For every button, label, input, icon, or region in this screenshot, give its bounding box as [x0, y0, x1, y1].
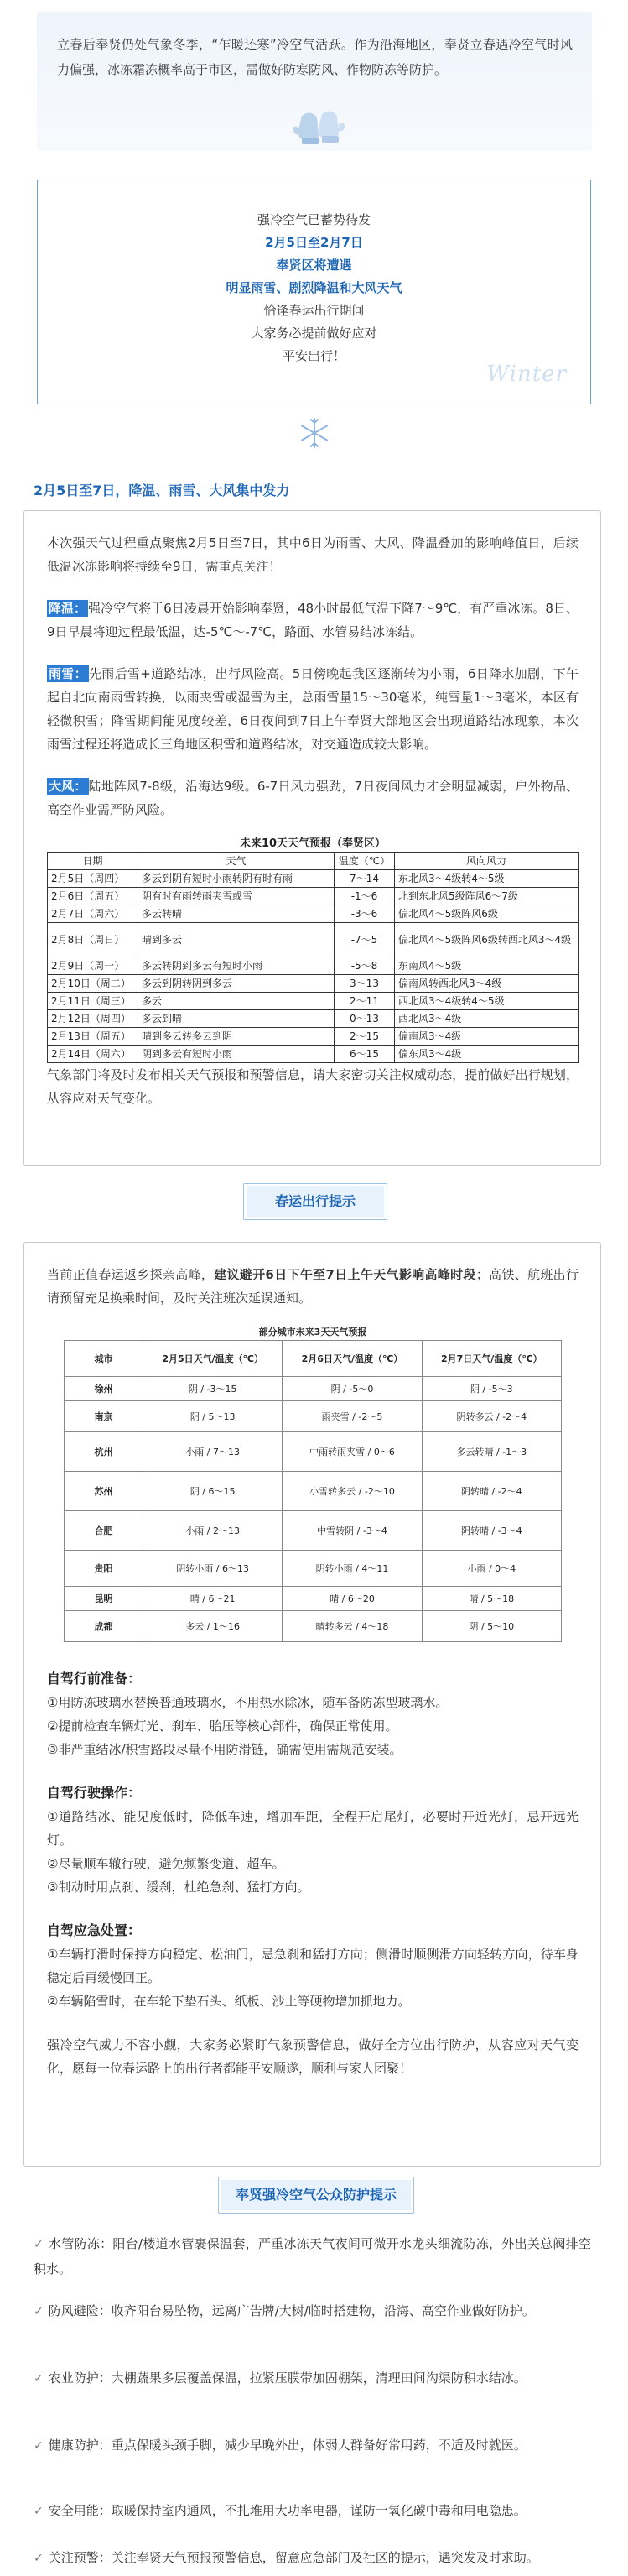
- forecast-footer: 气象部门将及时发布相关天气预报和预警信息，请大家密切关注权威动态，提前做好出行规划，从容应对天气变化。: [47, 1067, 579, 1106]
- table-row: [65, 1587, 562, 1611]
- check-icon: ✓: [34, 2238, 44, 2251]
- notice-line-3: 奉贤区将遭遇: [276, 258, 352, 273]
- cooling-tag: 降温：: [49, 601, 87, 616]
- notice-date-range: 2月5日至2月7日: [265, 235, 363, 250]
- table-row: [65, 1377, 562, 1401]
- city-name: 贵阳: [65, 1551, 143, 1587]
- col-header-weather: 天气: [138, 853, 335, 870]
- travel-intro-highlight: 建议避开6日下午至7日上午天气影响高峰时段: [214, 1267, 476, 1282]
- table-row: [48, 905, 579, 923]
- travel-intro: [47, 1263, 579, 1310]
- city-feb6: 小雪转多云 / -2～10: [283, 1472, 422, 1511]
- emergency-title: 自驾应急处置：: [47, 1922, 142, 1938]
- snowflake-icon: [298, 416, 331, 450]
- forecast-table: [47, 852, 579, 1063]
- table-row: [65, 1472, 562, 1511]
- tip-text: 防风避险：收齐阳台易坠物，远离广告牌/大树/临时搭建物，沿海、高空作业做好防护。: [48, 2303, 535, 2318]
- city-feb7: 晴 / 5～18: [422, 1587, 561, 1611]
- check-icon: ✓: [34, 2372, 44, 2386]
- forecast-date: 2月9日（周一）: [48, 957, 138, 975]
- forecast-weather: 阴有时有雨转雨夹雪或雪: [138, 888, 335, 905]
- notice-line-5: 恰逢春运出行期间: [263, 303, 365, 318]
- col-header-wind: 风向风力: [395, 853, 579, 870]
- snow-paragraph: [47, 662, 579, 756]
- city-table-wrap: [47, 1325, 579, 1642]
- city-name: 合肥: [65, 1511, 143, 1551]
- forecast-weather: 多云到晴: [138, 1010, 335, 1028]
- col-header-feb7: 2月7日天气/温度（℃）: [422, 1341, 561, 1377]
- travel-tips-title: 春运出行提示: [247, 1186, 384, 1217]
- table-row: [48, 923, 579, 957]
- section-heading-forecast: 2月5日至7日，降温、雨雪、大风集中发力: [34, 482, 290, 498]
- forecast-table-title: 未来10天天气预报（奉贤区）: [239, 837, 387, 850]
- city-feb5: 小雨 / 7～13: [143, 1432, 283, 1472]
- forecast-weather: 多云转晴: [138, 905, 335, 923]
- forecast-date: 2月13日（周五）: [48, 1028, 138, 1046]
- snow-text: 先雨后雪+道路结冰，出行风险高。5日傍晚起我区逐渐转为小雨，6日降水加剧，下午起自北向南雨雪转换，以雨夹雪或湿雪为主，总雨雪量15～30毫米，纯雪量1～3毫米，本区有轻微积雪；降雪期间能见度较差，6日夜间到7日上午奉贤大部地区会出现道路结冰现象，本次雨雪过程还将造成长三角地区积雪和道路结冰，对交通造成较大影响。: [47, 666, 579, 752]
- tip-wind: [34, 2299, 591, 2324]
- city-name: 杭州: [65, 1432, 143, 1472]
- col-header-feb5: 2月5日天气/温度（℃）: [143, 1341, 283, 1377]
- intro-text: 立春后奉贤仍处气象冬季，“乍暖还寒”冷空气活跃。作为沿海地区，奉贤立春遇冷空气时风力偏强，冰冻霜冻概率高于市区，需做好防寒防风、作物防冻等防护。: [57, 37, 573, 77]
- forecast-weather: 多云: [138, 993, 335, 1010]
- wind-tag: 大风：: [49, 779, 87, 794]
- travel-closing: 强冷空气威力不容小觑，大家务必紧盯气象预警信息，做好全方位出行防护，从容应对天气变化，愿每一位春运路上的出行者都能平安顺遂，顺利与家人团聚！: [47, 2037, 579, 2076]
- tip-water-pipes: [34, 2232, 591, 2281]
- table-row: [48, 1028, 579, 1046]
- table-row: [48, 888, 579, 905]
- forecast-temp: -7～5: [335, 923, 395, 957]
- forecast-wind: 偏南风3～4级: [395, 1028, 579, 1046]
- mittens-icon: [290, 107, 349, 149]
- city-feb5: 晴 / 6～21: [143, 1587, 283, 1611]
- forecast-temp: 2～11: [335, 993, 395, 1010]
- forecast-weather: 多云到阴有短时小雨转阴有时有雨: [138, 870, 335, 888]
- forecast-wind: 偏北风4～5级阵风6级转西北风3～4级: [395, 923, 579, 957]
- notice-line-6: 大家务必提前做好应对: [251, 326, 377, 341]
- table-row: [65, 1611, 562, 1642]
- check-icon: ✓: [34, 2439, 44, 2453]
- city-table-title: 部分城市未来3天天气预报: [258, 1327, 367, 1338]
- forecast-box: [23, 510, 601, 1166]
- table-row: [48, 957, 579, 975]
- notice-line-4: 明显雨雪、剧烈降温和大风天气: [226, 280, 402, 295]
- notice-line-7: 平安出行！: [282, 348, 345, 363]
- city-feb6: 中雪转阴 / -3～4: [283, 1511, 422, 1551]
- forecast-date: 2月11日（周三）: [48, 993, 138, 1010]
- city-feb7: 阴转晴 / -2～4: [422, 1472, 561, 1511]
- col-header-temp: 温度（℃）: [335, 853, 395, 870]
- travel-tips-header: [243, 1183, 387, 1220]
- tip-text: 健康防护：重点保暖头颈手脚，减少早晚外出，体弱人群备好常用药，不适及时就医。: [48, 2438, 527, 2453]
- col-header-feb6: 2月6日天气/温度（℃）: [283, 1341, 422, 1377]
- city-feb6: 阴转小雨 / 4～11: [283, 1551, 422, 1587]
- forecast-wind: 偏南风转西北风3～4级: [395, 975, 579, 993]
- travel-intro-post: ；高铁、航班出行请预留充足换乘时间，及时关注班次延误通知。: [47, 1267, 579, 1306]
- forecast-temp: 3～13: [335, 975, 395, 993]
- forecast-date: 2月8日（周日）: [48, 923, 138, 957]
- city-feb7: 阴 / -5～3: [422, 1377, 561, 1401]
- forecast-weather: 晴到多云: [138, 923, 335, 957]
- tip-health: [34, 2433, 591, 2459]
- city-feb7: 多云转晴 / -1～3: [422, 1432, 561, 1472]
- wind-paragraph: [47, 774, 579, 821]
- city-feb6: 晴 / 6～20: [283, 1587, 422, 1611]
- city-feb7: 小雨 / 0～4: [422, 1551, 561, 1587]
- tip-text: 安全用能：取暖保持室内通风，不扎堆用大功率电器，谨防一氧化碳中毒和用电隐患。: [48, 2503, 527, 2518]
- forecast-temp: -3～6: [335, 905, 395, 923]
- city-feb5: 小雨 / 2～13: [143, 1511, 283, 1551]
- city-forecast-table: [64, 1340, 562, 1642]
- winter-watermark: Winter: [486, 362, 567, 387]
- table-row: [65, 1401, 562, 1432]
- forecast-date: 2月7日（周六）: [48, 905, 138, 923]
- prep-item: ②提前检查车辆灯光、刹车、胎压等核心部件，确保正常使用。: [47, 1718, 398, 1734]
- table-row: [48, 1010, 579, 1028]
- check-icon: ✓: [34, 2505, 44, 2518]
- tip-alerts: [34, 2546, 591, 2576]
- city-feb5: 阴 / 6～15: [143, 1472, 283, 1511]
- forecast-wind: 偏东风3～4级: [395, 1046, 579, 1063]
- col-header-date: 日期: [48, 853, 138, 870]
- public-tips-header: [218, 2177, 414, 2214]
- snow-tag: 雨雪：: [49, 666, 87, 681]
- check-icon: ✓: [34, 2552, 44, 2565]
- forecast-date: 2月5日（周四）: [48, 870, 138, 888]
- city-feb5: 多云 / 1～16: [143, 1611, 283, 1642]
- check-icon: ✓: [34, 2305, 44, 2318]
- tip-energy: [34, 2499, 591, 2524]
- table-row: [48, 993, 579, 1010]
- city-feb7: 阴 / 5～10: [422, 1611, 561, 1642]
- tip-text: 农业防护：大棚蔬果多层覆盖保温，拉紧压膜带加固棚架，清理田间沟渠防积水结冰。: [48, 2370, 527, 2386]
- cooling-text: 强冷空气将于6日凌晨开始影响奉贤，48小时最低气温下降7～9℃，有严重冰冻。8日、9日早晨将迎过程最低温，达-5℃～-7℃，路面、水管易结冰冻结。: [47, 601, 579, 639]
- forecast-date: 2月6日（周五）: [48, 888, 138, 905]
- table-row: [48, 1046, 579, 1063]
- table-row: [65, 1551, 562, 1587]
- wind-text: 陆地阵风7-8级，沿海达9级。6-7日风力强劲，7日夜间风力才会明显减弱，户外物品、高空作业需严防风险。: [47, 779, 579, 817]
- forecast-wind: 东南风4～5级: [395, 957, 579, 975]
- city-feb5: 阴转小雨 / 6～13: [143, 1551, 283, 1587]
- forecast-weather: 阴到多云有短时小雨: [138, 1046, 335, 1063]
- forecast-wind: 偏北风4～5级阵风6级: [395, 905, 579, 923]
- city-feb5: 阴 / -3～15: [143, 1377, 283, 1401]
- forecast-temp: -5～8: [335, 957, 395, 975]
- overview-text: 本次强天气过程重点聚焦2月5日至7日，其中6日为雨雪、大风、降温叠加的影响峰值日，后续低温冰冻影响将持续至9日，需重点关注！: [47, 535, 579, 574]
- drive-title: 自驾行驶操作：: [47, 1785, 142, 1801]
- tip-agriculture: [34, 2366, 591, 2391]
- table-row: [48, 975, 579, 993]
- intro-banner: [37, 12, 592, 151]
- forecast-date: 2月14日（周六）: [48, 1046, 138, 1063]
- tip-text: 水管防冻：阳台/楼道水管裹保温套，严重冰冻天气夜间可微开水龙头细流防冻，外出关总阀排空积水。: [34, 2236, 591, 2276]
- forecast-temp: 0～13: [335, 1010, 395, 1028]
- city-feb6: 中雨转雨夹雪 / 0～6: [283, 1432, 422, 1472]
- tip-text: 关注预警：关注奉贤天气预报预警信息，留意应急部门及社区的提示，遇突发及时求助。: [48, 2550, 539, 2565]
- travel-box: [23, 1242, 601, 2167]
- table-row: [48, 870, 579, 888]
- col-header-city: 城市: [65, 1341, 143, 1377]
- cooling-paragraph: [47, 597, 579, 644]
- forecast-weather: 多云转阴到多云有短时小雨: [138, 957, 335, 975]
- city-feb5: 阴 / 5～13: [143, 1401, 283, 1432]
- table-row: [65, 1511, 562, 1551]
- forecast-wind: 北到东北风5级阵风6～7级: [395, 888, 579, 905]
- drive-item: ③制动时用点刹、缓刹，杜绝急刹、猛打方向。: [47, 1880, 310, 1895]
- travel-intro-pre: 当前正值春运返乡探亲高峰，: [47, 1267, 215, 1282]
- public-tips-title: 奉贤强冷空气公众防护提示: [221, 2180, 411, 2210]
- emergency-item: ②车辆陷雪时，在车轮下垫石头、纸板、沙土等硬物增加抓地力。: [47, 1994, 411, 2009]
- cold-wave-notice: [37, 180, 591, 404]
- forecast-weather: 多云到阴转阴到多云: [138, 975, 335, 993]
- prep-title: 自驾行前准备：: [47, 1671, 142, 1687]
- forecast-temp: -1～6: [335, 888, 395, 905]
- city-feb7: 阴转晴 / -3～4: [422, 1511, 561, 1551]
- prep-item: ①用防冻玻璃水替换普通玻璃水，不用热水除冰，随车备防冻型玻璃水。: [47, 1695, 449, 1710]
- forecast-date: 2月10日（周二）: [48, 975, 138, 993]
- city-feb6: 阴 / -5～0: [283, 1377, 422, 1401]
- forecast-header-row: [48, 853, 579, 870]
- city-feb7: 阴转多云 / -2～4: [422, 1401, 561, 1432]
- emergency-item: ①车辆打滑时保持方向稳定、松油门，忌急刹和猛打方向；侧滑时顺侧滑方向轻转方向，待车身稳定后再缓慢回正。: [47, 1947, 579, 1985]
- forecast-temp: 7～14: [335, 870, 395, 888]
- city-name: 昆明: [65, 1587, 143, 1611]
- drive-item: ②尽量顺车辙行驶，避免频繁变道、超车。: [47, 1856, 285, 1871]
- forecast-table-wrap: [47, 837, 579, 1063]
- city-feb6: 雨夹雪 / -2～5: [283, 1401, 422, 1432]
- city-feb6: 晴转多云 / 4～18: [283, 1611, 422, 1642]
- forecast-temp: 6～15: [335, 1046, 395, 1063]
- city-name: 成都: [65, 1611, 143, 1642]
- forecast-weather: 晴到多云转多云到阴: [138, 1028, 335, 1046]
- forecast-date: 2月12日（周四）: [48, 1010, 138, 1028]
- forecast-temp: 2～15: [335, 1028, 395, 1046]
- prep-item: ③非严重结冰/积雪路段尽量不用防滑链，确需使用需规范安装。: [47, 1742, 402, 1757]
- city-name: 苏州: [65, 1472, 143, 1511]
- drive-item: ①道路结冰、能见度低时，降低车速，增加车距，全程开启尾灯，必要时开近光灯，忌开远光灯。: [47, 1809, 579, 1848]
- forecast-wind: 西北风3～4级: [395, 1010, 579, 1028]
- city-name: 南京: [65, 1401, 143, 1432]
- city-header-row: [65, 1341, 562, 1377]
- notice-line-1: 强冷空气已蓄势待发: [257, 212, 371, 227]
- table-row: [65, 1432, 562, 1472]
- city-name: 徐州: [65, 1377, 143, 1401]
- forecast-wind: 东北风3～4级转4～5级: [395, 870, 579, 888]
- forecast-wind: 西北风3～4级转4～5级: [395, 993, 579, 1010]
